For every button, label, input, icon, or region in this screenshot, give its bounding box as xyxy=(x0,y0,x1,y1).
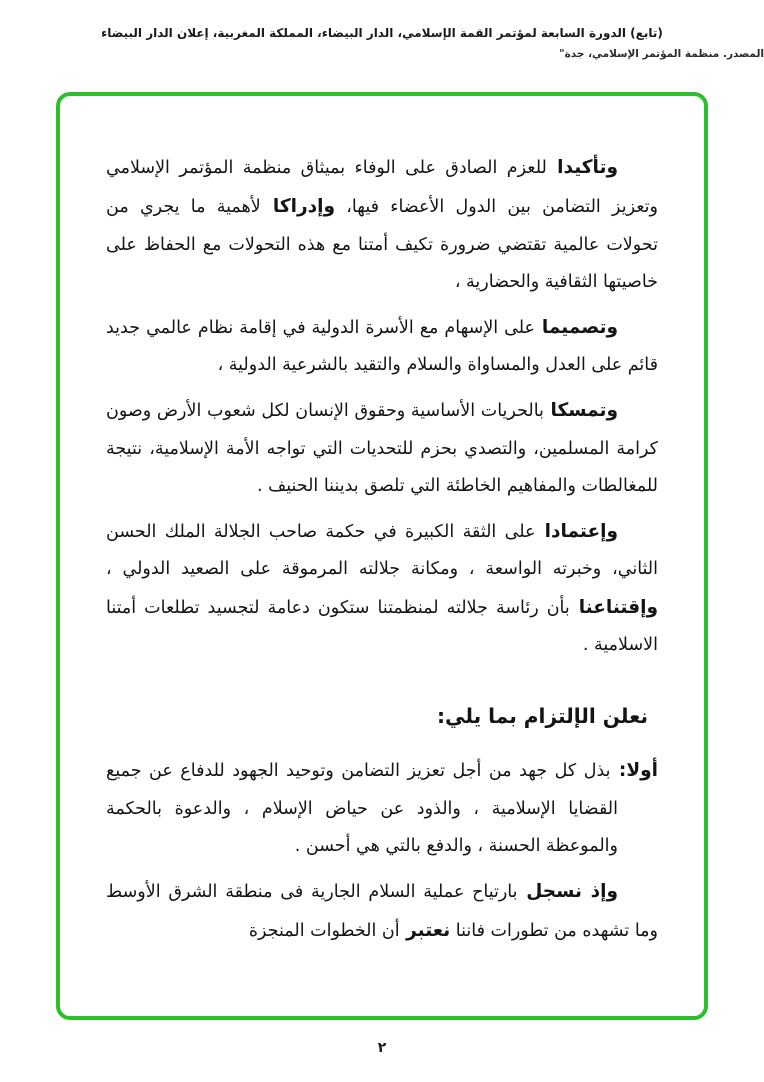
paragraph xyxy=(106,391,658,505)
bold-lead-text: نعلن الإلتزام بما يلي: xyxy=(437,703,648,728)
body-text: على الإسهام مع الأسرة الدولية في إقامة نظام عالمي جديد قائم على العدل والمساواة والسلام والتقيد بالشرعية الدولية ، xyxy=(106,317,658,376)
bold-lead-text: وإدراكا xyxy=(260,196,336,218)
bold-lead-text: وتمسكا xyxy=(543,400,618,422)
paragraph xyxy=(106,148,658,301)
document-body xyxy=(60,96,704,1016)
section-heading xyxy=(106,695,658,738)
bold-lead-text: وتأكيدا xyxy=(546,157,618,178)
bold-lead-text: نعتبر xyxy=(399,920,451,942)
bold-lead-text: وإعتمادا xyxy=(535,520,619,542)
paragraph xyxy=(106,308,658,384)
body-text: أن الخطوات المنجزة xyxy=(248,921,400,942)
bold-lead-text: وإقتناعنا xyxy=(569,597,658,619)
bold-lead-text: وتصميما xyxy=(535,316,619,338)
paragraph xyxy=(106,512,658,665)
page-number: ٢ xyxy=(377,1040,387,1056)
body-text: بأن رئاسة جلالته لمنظمتنا ستكون دعامة لتجسيد تطلعات أمتنا الاسلامية . xyxy=(106,598,658,656)
header-source: المصدر. منظمة المؤتمر الإسلامي، جدة" xyxy=(559,48,764,60)
page-header xyxy=(0,26,764,60)
body-text: لأهمية ما يجري من تحولات عالمية تقتضي ضرورة تكيف أمتنا مع هذه التحولات مع الحفاظ على خاصيتها الثقافية والحضارية ، xyxy=(106,197,658,292)
body-text: بارتياح عملية السلام الجارية فى منطقة الشرق الأوسط وما تشهده من تطورات فاننا xyxy=(106,881,658,942)
green-border-box xyxy=(56,92,708,1020)
body-text: بالحريات الأساسية وحقوق الإنسان لكل شعوب الأرض وصون كرامة المسلمين، والتصدي بحزم للتحديات التي تواجه الأمة الإسلامية، نتيجة للمغالطات والمفاهيم الخاطئة التي تلصق بديننا الحنيف . xyxy=(106,401,658,496)
bold-lead-text: وإذ نسجل xyxy=(517,880,618,902)
paragraph xyxy=(106,872,658,951)
list-item xyxy=(106,751,658,865)
body-text: بذل كل جهد من أجل تعزيز التضامن وتوحيد الجهود للدفاع عن جميع القضايا الإسلامية ، والذود عن حياض الإسلام ، والدعوة بالحكمة والموعظة الحسنة ، والدفع بالتي هي أحسن . xyxy=(106,761,618,856)
body-text: للعزم الصادق على الوفاء بميثاق منظمة المؤتمر الإسلامي وتعزيز التضامن بين الدول الأعضاء فيها، xyxy=(106,158,658,218)
bold-lead-text: أولا: xyxy=(610,760,658,782)
header-title: (تابع) الدورة السابعة لمؤتمر القمة الإسلامي، الدار البيضاء، المملكة المغربية، إعلان الدار البيضاء xyxy=(101,26,663,40)
body-text: على الثقة الكبيرة في حكمة صاحب الجلالة الملك الحسن الثاني، وخبرته الواسعة ، ومكانة جلالته المرموقة على الصعيد الدولي ، xyxy=(106,521,658,580)
